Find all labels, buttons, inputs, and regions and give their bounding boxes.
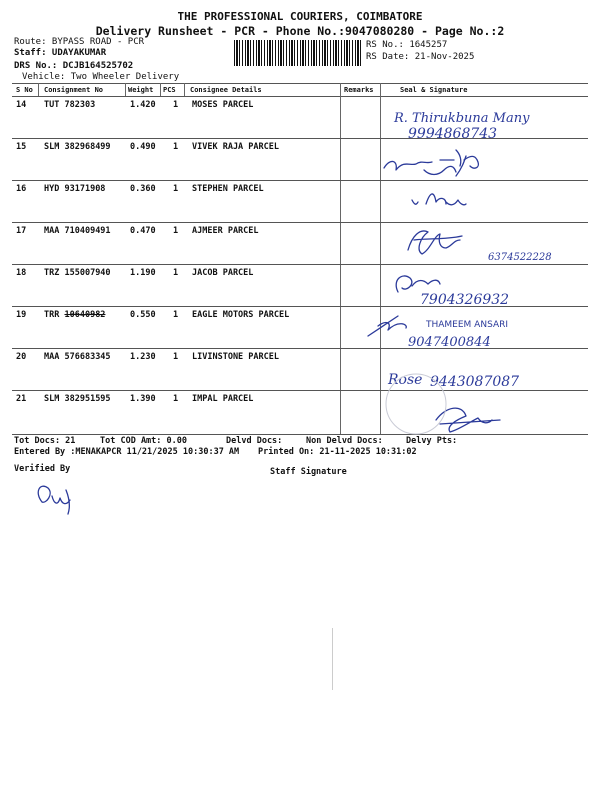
row-sno: 16: [16, 184, 27, 194]
runsheet-subtitle: Delivery Runsheet - PCR - Phone No.:9047080280 - Page No.:2: [95, 24, 505, 38]
row-consignee: AJMEER PARCEL: [192, 226, 259, 236]
non-delivered-docs: Non Delvd Docs:: [306, 436, 383, 446]
row-sno: 21: [16, 394, 27, 404]
signature-row-19-name: THAMEEM ANSARI: [426, 320, 509, 330]
signature-row-18: [396, 276, 440, 292]
total-docs: Tot Docs: 21: [14, 436, 76, 446]
row-sno: 17: [16, 226, 27, 236]
row-consignment: MAA 576683345: [44, 352, 111, 362]
scan-mark: [332, 628, 333, 690]
row-pcs: 1: [173, 184, 179, 194]
row-consignee: JACOB PARCEL: [192, 268, 254, 278]
route-label: Route: BYPASS ROAD - PCR: [14, 37, 145, 47]
row-consignee: LIVINSTONE PARCEL: [192, 352, 279, 362]
company-title: THE PROFESSIONAL COURIERS, COIMBATORE: [177, 10, 423, 23]
col-header-sno: S No: [16, 86, 33, 94]
row-weight: 1.190: [130, 268, 156, 278]
signature-row-14-phone: 9994868743: [408, 126, 498, 142]
signature-row-17-phone: 6374522228: [488, 252, 552, 263]
row-pcs: 1: [173, 226, 179, 236]
printed-on: Printed On: 21-11-2025 10:31:02: [258, 447, 417, 457]
verified-by-signature: [38, 486, 70, 514]
staff-signature-label: Staff Signature: [270, 467, 347, 477]
row-consignee: VIVEK RAJA PARCEL: [192, 142, 279, 152]
row-consignment: SLM 382968499: [44, 142, 111, 152]
signature-row-14-name: R. Thirukbuna Many: [394, 111, 530, 126]
row-consignee: MOSES PARCEL: [192, 100, 254, 110]
row-weight: 0.470: [130, 226, 156, 236]
signature-row-18-phone: 7904326932: [420, 292, 510, 308]
row-weight: 1.390: [130, 394, 156, 404]
row-consignee: EAGLE MOTORS PARCEL: [192, 310, 290, 320]
col-header-pcs: PCS: [163, 86, 176, 94]
signature-row-20-name: Rose: [388, 372, 423, 388]
rs-number: RS No.: 1645257: [366, 40, 448, 50]
row-consignment: TUT 782303: [44, 100, 96, 110]
delivered-docs: Delvd Docs:: [226, 436, 283, 446]
row-consignment: MAA 710409491: [44, 226, 111, 236]
row-consignment: SLM 382951595: [44, 394, 111, 404]
row-weight: 0.550: [130, 310, 156, 320]
row-consignment: TRZ 155007940: [44, 268, 111, 278]
row-consignment: TRR 10640982: [44, 310, 106, 320]
entered-by: Entered By :MENAKAPCR 11/21/2025 10:30:37 AM: [14, 447, 240, 457]
row-consignment: HYD 93171908: [44, 184, 106, 194]
signature-row-19: [368, 316, 406, 336]
row-sno: 14: [16, 100, 27, 110]
signature-row-16: [412, 194, 466, 205]
signature-row-21: [436, 408, 500, 432]
col-header-seal: Seal & Signature: [400, 86, 468, 94]
row-weight: 1.230: [130, 352, 156, 362]
row-sno: 15: [16, 142, 27, 152]
signature-row-17: [408, 231, 462, 254]
row-sno: 18: [16, 268, 27, 278]
col-header-weight: Weight: [128, 86, 154, 94]
signature-row-19-phone: 9047400844: [408, 335, 491, 350]
row-pcs: 1: [173, 394, 179, 404]
verified-by-label: Verified By: [14, 464, 71, 474]
staff-label: Staff: UDAYAKUMAR: [14, 48, 107, 58]
drs-label: DRS No.: DCJB164525702: [14, 61, 134, 71]
col-header-consignee: Consignee Details: [190, 86, 262, 94]
col-header-remarks: Remarks: [344, 86, 374, 94]
row-consignee: STEPHEN PARCEL: [192, 184, 264, 194]
row-pcs: 1: [173, 100, 179, 110]
row-weight: 0.360: [130, 184, 156, 194]
row-weight: 0.490: [130, 142, 156, 152]
row-pcs: 1: [173, 310, 179, 320]
row-consignee: IMPAL PARCEL: [192, 394, 254, 404]
row-sno: 20: [16, 352, 27, 362]
row-pcs: 1: [173, 268, 179, 278]
signature-row-20-phone: 9443087087: [430, 374, 520, 390]
row-sno: 19: [16, 310, 27, 320]
delivery-points: Delvy Pts:: [406, 436, 458, 446]
row-weight: 1.420: [130, 100, 156, 110]
col-header-consignment: Consignment No: [44, 86, 104, 94]
row-pcs: 1: [173, 142, 179, 152]
rs-date: RS Date: 21-Nov-2025: [366, 52, 475, 62]
vehicle-label: Vehicle: Two Wheeler Delivery: [22, 72, 180, 82]
total-cod-amount: Tot COD Amt: 0.00: [100, 436, 187, 446]
row-pcs: 1: [173, 352, 179, 362]
